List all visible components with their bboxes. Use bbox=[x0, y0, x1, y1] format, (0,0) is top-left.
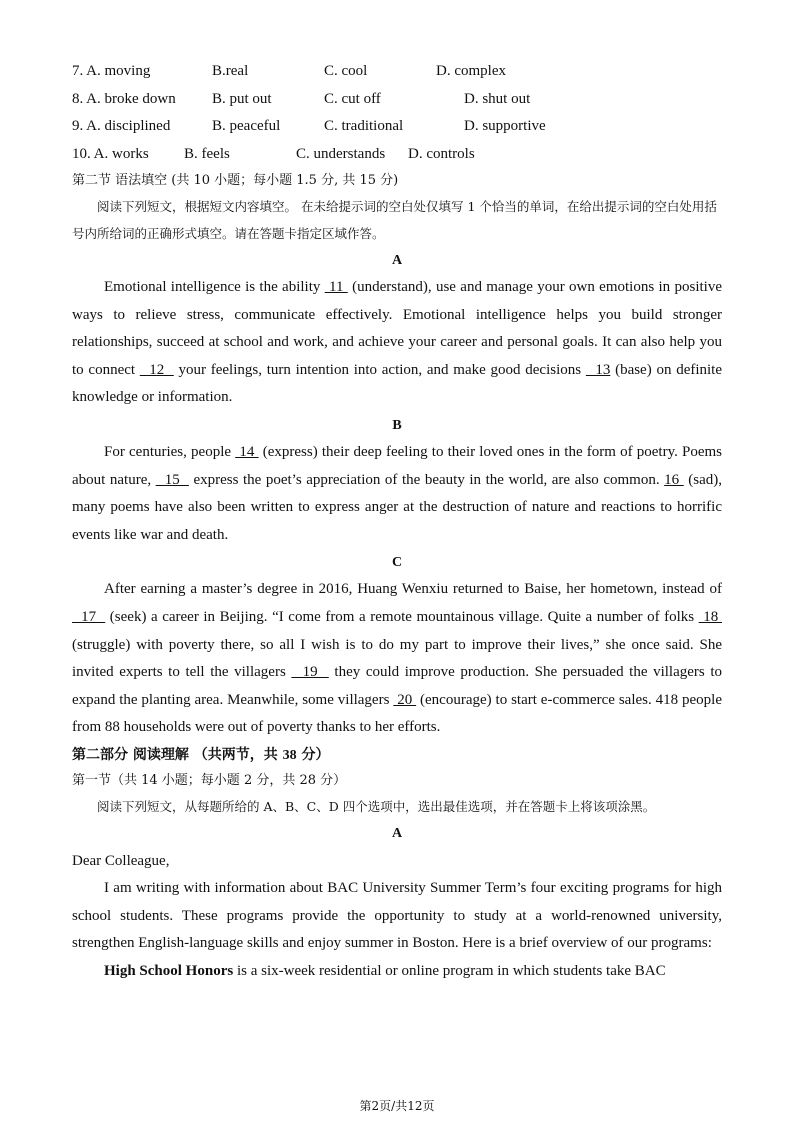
option-b: B. put out bbox=[212, 90, 272, 107]
passage-text: After earning a master’s degree in 2016, Huang Wenxiu returned to Baise, her hometown, instead of bbox=[104, 581, 722, 598]
passage-text: Emotional intelligence is the ability bbox=[104, 279, 325, 295]
reading-instruction: 阅读下列短文，从每题所给的 A、B、C、D 四个选项中，选出最佳选项，并在答题卡上将该项涂黑。 bbox=[97, 798, 656, 814]
passage-text: (base) on definite knowledge or information. bbox=[72, 361, 723, 406]
option-c: C. traditional bbox=[324, 118, 404, 134]
passage-label-c: C bbox=[391, 555, 403, 571]
blank-16[interactable]: 16 bbox=[664, 471, 684, 488]
passage-text: (encourage) to start e-commerce sales. 418 people from 88 households were out of poverty thanks to her efforts. bbox=[72, 691, 722, 736]
blank-12[interactable]: 12 bbox=[139, 361, 174, 378]
passage-text: they could improve production. She persuaded the villagers to expand the planting area. Meanwhile, some villagers bbox=[72, 664, 723, 708]
option-c: C. cut off bbox=[324, 90, 381, 107]
program-description: is a six-week residential or online program in which students take BAC bbox=[233, 962, 666, 979]
program-name: High School Honors bbox=[104, 962, 234, 979]
option-a: 9. A. disciplined bbox=[72, 118, 171, 134]
grammar-instruction: 阅读下列短文，根据短文内容填空。 在未给提示词的空白处仅填写 1 个恰当的单词，在给出提示词的空白处用括号内所给词的正确形式填空。请在答题卡指定区域作答。 bbox=[72, 199, 717, 241]
letter-paragraph-1: I am writing with information about BAC University Summer Term’s four exciting programs for high school students. These programs provide the opportunity to study at a world-renowned university, strengthen English-language skills and enjoy summer in Boston. Here is a brief overview of our programs: bbox=[72, 879, 722, 952]
passage-label-a: A bbox=[391, 253, 403, 268]
option-d: D. controls bbox=[408, 145, 475, 162]
blank-11[interactable]: 11 bbox=[324, 279, 348, 295]
passage-text: your feelings, turn intention into action, and make good decisions bbox=[173, 361, 586, 378]
blank-19[interactable]: 19 bbox=[291, 664, 329, 681]
passage-text: (express) their deep feeling to their loved ones in the form of poetry. Poems about nature, bbox=[72, 443, 723, 488]
letter-salutation: Dear Colleague, bbox=[72, 852, 170, 869]
option-d: D. complex bbox=[436, 63, 506, 79]
option-row-10 bbox=[72, 141, 722, 169]
page-footer: 第2页/共12页 bbox=[359, 1099, 435, 1113]
option-b: B. feels bbox=[184, 145, 230, 162]
option-a: 7. A. moving bbox=[72, 63, 151, 79]
blank-14[interactable]: 14 bbox=[235, 443, 259, 460]
option-b: B.real bbox=[212, 63, 249, 79]
option-row-8 bbox=[72, 86, 722, 114]
part-title-score: 38 bbox=[282, 747, 297, 763]
blank-17[interactable]: 17 bbox=[72, 608, 106, 625]
option-b: B. peaceful bbox=[212, 118, 281, 134]
passage-a bbox=[72, 274, 722, 412]
passage-b bbox=[72, 439, 722, 549]
option-row-9 bbox=[72, 113, 722, 141]
options-block bbox=[72, 58, 722, 168]
option-a: 8. A. broke down bbox=[72, 90, 176, 107]
passage-text: For centuries, people bbox=[104, 443, 236, 460]
option-c: C. understands bbox=[296, 145, 386, 162]
option-c: C. cool bbox=[324, 63, 368, 79]
reading-section-heading: 第一节（共 14 小题；每小题 2 分，共 28 分） bbox=[72, 772, 347, 788]
passage-c bbox=[72, 576, 722, 742]
passage-text: (understand), use and manage your own emotions in positive ways to relieve stress, communicate effectively. Emotional intelligence helps you build stronger relationships, succeed at school and work, and achieve your career and personal goals. It can also help you to connect bbox=[72, 279, 722, 378]
passage-text: express the poet’s appreciation of the beauty in the world, are also common. bbox=[188, 471, 665, 488]
exam-page bbox=[72, 58, 722, 985]
blank-13[interactable]: 13 bbox=[585, 361, 611, 378]
passage-text: (sad), many poems have also been written to express anger at the destruction of nature and reactions to horrific events like war and death. bbox=[72, 471, 723, 543]
reading-label-a: A bbox=[391, 825, 403, 841]
option-d: D. supportive bbox=[464, 118, 546, 134]
blank-15[interactable]: 15 bbox=[155, 471, 189, 488]
blank-18[interactable]: 18 bbox=[698, 608, 723, 625]
grammar-section-heading: 第二节 语法填空 (共 10 小题；每小题 1.5 分, 共 15 分) bbox=[72, 173, 399, 188]
option-row-7 bbox=[72, 58, 722, 86]
part-title-text: 分） bbox=[296, 746, 330, 763]
option-d: D. shut out bbox=[464, 90, 531, 107]
part-two-title bbox=[72, 742, 722, 768]
part-title-text: 第二部分 阅读理解 （共两节，共 bbox=[72, 746, 283, 763]
passage-text: (seek) a career in Beijing. “I come from a remote mountainous village. Quite a number of folks bbox=[105, 608, 699, 625]
option-a: 10. A. works bbox=[72, 145, 149, 162]
passage-text: (struggle) with poverty there, so all I wish is to do my part to improve their lives,” she once said. She invited experts to tell the villagers bbox=[72, 636, 722, 681]
passage-label-b: B bbox=[392, 417, 402, 433]
blank-20[interactable]: 20 bbox=[393, 691, 417, 708]
letter-paragraph-2 bbox=[72, 958, 722, 986]
